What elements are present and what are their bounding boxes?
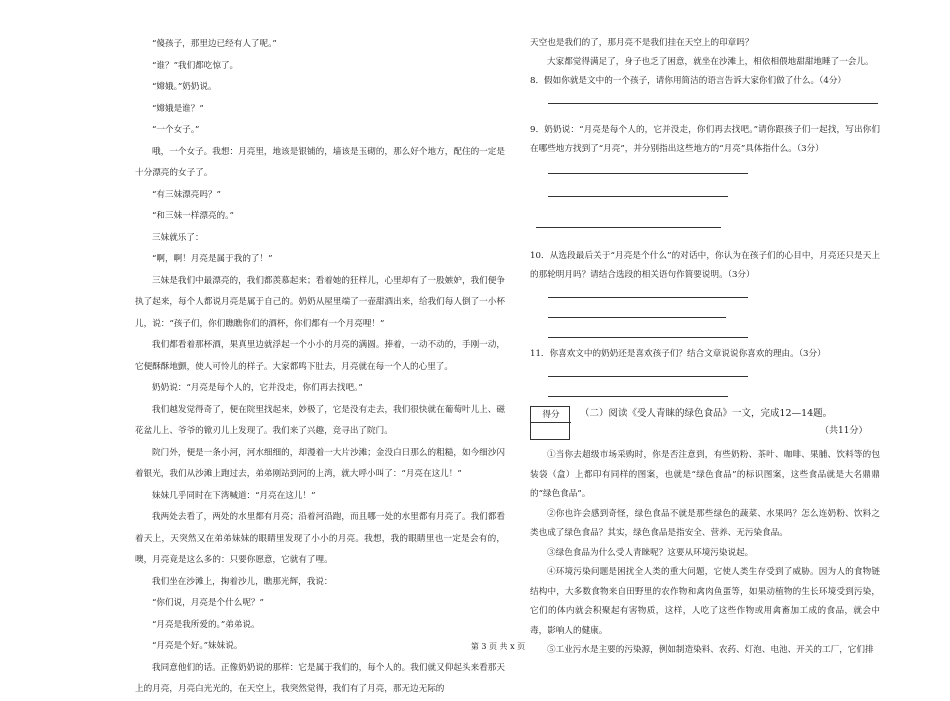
paragraph: “啊，啊！月亮是属于我的了！”: [152, 254, 273, 264]
answer-line[interactable]: [548, 297, 748, 298]
paragraph: 我两处去看了，两处的水里都有月亮；沿着河沿跑，而且哪一处的水里都有月亮了。我们都看着天上，天突然又在弟弟妹妹的眼睛里发现了小小的月亮。我想，我的眼睛里也一定是会有的，噢，月亮竟是这么多的：只要你愿意，它就有了哩。: [135, 512, 505, 565]
question-9: 9．奶奶说：“月亮是每个人的，它并没走，你们再去找吧。”请你跟孩子们一起找，写出你们在哪些地方找到了“月亮”，并分别指出这些地方的“月亮”具体指什么。（3分）: [530, 125, 880, 154]
paragraph: 哦，一个女子。我想：月亮里，地该是银铺的，墙该是玉砌的，那么好个地方，配住的一定是十分漂亮的女子了。: [135, 146, 505, 178]
paragraph: “一个女子。”: [152, 125, 200, 135]
left-column: [135, 34, 505, 701]
passage-paragraph: ⑤工业污水是主要的污染源，例如制造染料、农药、灯泡、电池、开关的工厂，它们排: [547, 645, 874, 655]
answer-area-11[interactable]: [530, 364, 880, 406]
paragraph: “傻孩子，那里边已经有人了呢。”: [152, 39, 277, 49]
passage-paragraph: ①当你去超级市场采购时，你是否注意到，有些奶粉、茶叶、咖啡、果脯、饮料等的包装袋（盒）上都印有同样的图案，也就是“绿色食品”的标识图案，这些食品就是大名鼎鼎的“绿色食品”。: [530, 450, 880, 499]
paragraph: 三妹就乐了：: [152, 232, 204, 243]
paragraph: “你们说，月亮是个什么呢？”: [152, 598, 264, 608]
answer-area-9[interactable]: [530, 159, 880, 247]
passage-paragraph: ②你也许会感到奇怪，绿色食品不就是那些绿色的蔬菜、水果吗？怎么连奶粉、饮料之类也成了绿色食品？其实，绿色食品是指安全、营养、无污染食品。: [530, 508, 880, 538]
paragraph: 妹妹几乎同时在下湾喊道：“月亮在这儿！”: [152, 490, 316, 501]
paragraph: “谁？”我们都吃惊了。: [152, 60, 239, 71]
paragraph: “嫦娥。”奶奶说。: [152, 82, 217, 92]
question-10: 10．从选段最后关于“月亮是个什么”的对话中，你认为在孩子们的心目中，月亮还只是天上的那轮明月吗？请结合选段的相关语句作简要说明。（3分）: [530, 251, 880, 280]
paragraph: 三妹是我们中最漂亮的，我们都羡慕起来；看着她的狂样儿，心里却有了一股嫉妒，我们便争执了起来，每个人都说月亮是属于自己的。奶奶从屋里端了一壶甜酒出来，给我们每人倒了一小杯儿，说：“孩子们，你们瞧瞧你们的酒杯，你们都有一个月亮哩！”: [135, 275, 505, 329]
paragraph: “有三妹漂亮吗？”: [152, 189, 221, 200]
answer-line[interactable]: [548, 173, 748, 174]
page-number: 第 3 页 共 x 页: [470, 642, 526, 651]
answer-area-8[interactable]: [530, 91, 880, 121]
page-footer: [0, 641, 950, 652]
paragraph: 我们都看着那杯酒，果真里边就浮起一个小小的月亮的满圆。捧着，一动不动的，手刚一动，它便酥酥地颤，使人可怜儿的样子。大家都鸣下肚去，月亮就在每一个人的心里了。: [135, 340, 505, 372]
paragraph: “月亮是个好。”妹妹说。: [152, 641, 243, 651]
paragraph: 大家都觉得满足了，身子也乏了困意，就坐在沙滩上，相依相偎地甜甜地睡了一会儿。: [547, 57, 874, 67]
question-8: 8．假如你就是文中的一个孩子，请你用简洁的语言告诉大家你们做了什么。（4分）: [530, 76, 847, 86]
answer-line[interactable]: [536, 227, 721, 228]
paragraph: 我们坐在沙滩上，掬着沙儿，瞧那光辉，我说：: [152, 576, 333, 587]
answer-line[interactable]: [548, 396, 728, 397]
section-header: [530, 406, 880, 446]
question-11: 11．你喜欢文中的奶奶还是喜欢孩子们？结合文章说说你喜欢的理由。（3分）: [530, 349, 826, 359]
answer-line[interactable]: [548, 376, 748, 377]
paragraph: 我们越发觉得奇了，便在院里找起来，妙极了，它是没有走去，我们很快就在葡萄叶儿上、磁花盆儿上、爷爷的锨刃儿上发现了。我们来了兴趣，竞寻出了院门。: [135, 404, 505, 436]
paragraph: 天空也是我们的了，那月亮不是我们挂在天空上的印章吗？: [530, 38, 754, 48]
right-column: [530, 34, 880, 661]
answer-line[interactable]: [548, 196, 728, 197]
passage-paragraph: ③绿色食品为什么受人青睐呢？这要从环境污染说起。: [547, 547, 754, 558]
paragraph: “月亮是我所爱的。”弟弟说。: [152, 619, 260, 630]
section-title: （二）阅读《受人青睐的绿色食品》一文，完成12—14题。: [580, 408, 833, 419]
paragraph: 奶奶说：“月亮是每个人的，它并没走，你们再去找吧。”: [152, 383, 363, 393]
paragraph: “和三妹一样漂亮的。”: [152, 211, 234, 221]
answer-line[interactable]: [548, 317, 726, 318]
score-box[interactable]: [530, 406, 570, 440]
score-label: 得分: [531, 407, 571, 423]
paragraph: 院门外，便是一条小河，河水细细的，却漫着一大片沙滩；金没白日那么的粗糙，如今细沙闪着银光，我们从沙滩上跑过去，弟弟刚站到河的上湾，就大呼小叫了：“月亮在这儿！”: [135, 447, 505, 479]
paragraph: “嫦娥是谁？”: [152, 103, 204, 114]
section-total: （共11分）: [820, 426, 868, 436]
answer-line[interactable]: [548, 103, 878, 104]
answer-area-10[interactable]: [530, 285, 880, 345]
paragraph: 我同意他们的话。正像奶奶说的那样：它是属于我们的，每个人的。我们就又仰起头来看那天上的月亮，月亮白光光的，在天空上，我突然觉得，我们有了月亮，那无边无际的: [135, 662, 505, 694]
answer-line[interactable]: [548, 337, 748, 338]
passage-paragraph: ④环境污染问题是困扰全人类的重大问题，它使人类生存受到了威胁。因为人的食物链结构中，大多数食物来自田野里的农作物和禽肉鱼蛋等，如果动植物的生长环境受到污染，它们的体内就会积聚起有害物质，这样，人吃了这些作物或用禽畜加工成的食品，就会中毒，影响人的健康。: [530, 567, 880, 636]
